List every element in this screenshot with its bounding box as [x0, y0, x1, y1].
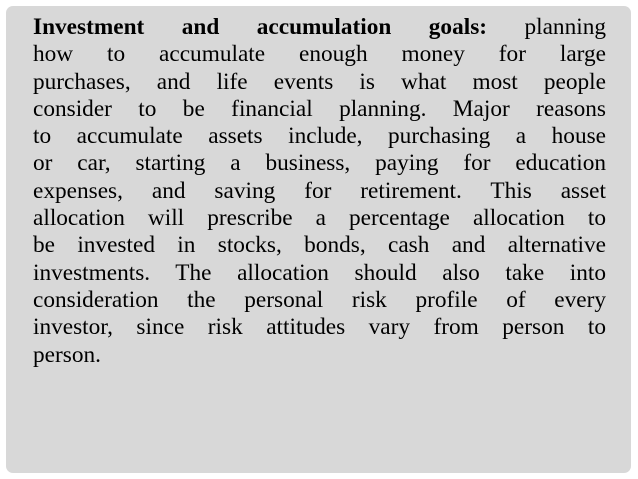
text-line-8: allocation will prescribe a percentage allocation to [33, 205, 606, 232]
line-1-text: planning [524, 14, 606, 40]
text-line-6: or car, starting a business, paying for education [33, 150, 606, 177]
text-line-3: purchases, and life events is what most people [33, 68, 606, 95]
text-line-13: person. [33, 341, 101, 368]
text-line-12: investor, since risk attitudes vary from person to [33, 314, 606, 341]
lead-heading: Investment and accumulation goals: [33, 14, 488, 40]
text-line-11: consideration the personal risk profile of every [33, 286, 606, 313]
text-line-7: expenses, and saving for retirement. This asset [33, 177, 606, 204]
text-line-1 [33, 14, 606, 41]
text-line-5: to accumulate assets include, purchasing a house [33, 123, 606, 150]
text-line-10: investments. The allocation should also take into [33, 259, 606, 286]
text-line-2: how to accumulate enough money for large [33, 41, 606, 68]
slide-body-text [33, 14, 606, 369]
text-line-9: be invested in stocks, bonds, cash and alternative [33, 232, 606, 259]
text-line-4: consider to be financial planning. Major reasons [33, 95, 606, 122]
slide-panel [6, 6, 631, 473]
